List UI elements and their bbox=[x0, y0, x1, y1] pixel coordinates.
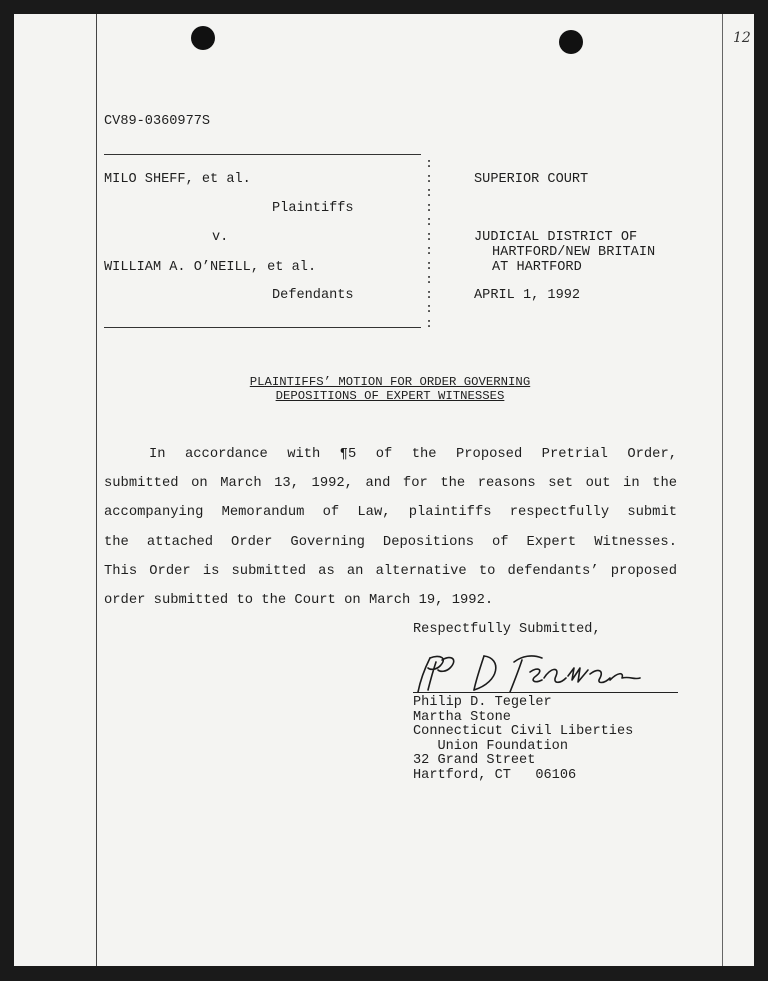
signer-name: Philip D. Tegeler bbox=[413, 695, 552, 710]
city-state-zip: Hartford, CT 06106 bbox=[413, 768, 577, 783]
caption-colon: : bbox=[425, 170, 433, 186]
motion-title-line-1: PLAINTIFFS’ MOTION FOR ORDER GOVERNING bbox=[249, 375, 531, 389]
organization-line-2: Union Foundation bbox=[413, 739, 568, 754]
district-line-2: HARTFORD/NEW BRITAIN bbox=[492, 245, 656, 260]
body-line-1: In accordance with ¶5 of the Proposed Pretrial Order, bbox=[149, 447, 677, 462]
caption-colon: : bbox=[425, 243, 433, 258]
caption-colon: : bbox=[425, 286, 433, 302]
versus: v. bbox=[212, 230, 229, 245]
body-line-4: the attached Order Governing Depositions of Expert Witnesses. bbox=[104, 535, 677, 550]
punch-hole-left bbox=[191, 26, 215, 50]
court-name: SUPERIOR COURT bbox=[474, 172, 589, 187]
organization-line-1: Connecticut Civil Liberties bbox=[413, 724, 634, 739]
caption-colon: : bbox=[425, 257, 433, 273]
caption-colon: : bbox=[425, 199, 433, 215]
body-line-3: accompanying Memorandum of Law, plaintiffs respectfully submit bbox=[104, 505, 677, 520]
body-line-2: submitted on March 13, 1992, and for the reasons set out in the bbox=[104, 476, 677, 491]
caption-colon: : bbox=[425, 214, 433, 229]
right-margin-line bbox=[722, 14, 723, 966]
caption-top-rule bbox=[104, 154, 421, 155]
motion-title-line-2: DEPOSITIONS OF EXPERT WITNESSES bbox=[275, 389, 505, 403]
body-line-6: order submitted to the Court on March 19, 1992. bbox=[104, 593, 494, 608]
punch-hole-right bbox=[559, 30, 583, 54]
plaintiff-name: MILO SHEFF, et al. bbox=[104, 172, 251, 187]
case-number: CV89-0360977S bbox=[104, 114, 211, 129]
caption-colon: : bbox=[425, 156, 433, 171]
district-line-1: JUDICIAL DISTRICT OF bbox=[474, 230, 638, 245]
caption-colon: : bbox=[425, 301, 433, 316]
handwritten-signature bbox=[410, 648, 680, 696]
caption-colon: : bbox=[425, 185, 433, 200]
signature-line bbox=[413, 692, 678, 693]
page-mark: 12 bbox=[733, 30, 751, 46]
caption-colon: : bbox=[425, 228, 433, 244]
filing-date: APRIL 1, 1992 bbox=[474, 288, 581, 303]
left-margin-line bbox=[96, 14, 97, 966]
closing: Respectfully Submitted, bbox=[413, 622, 601, 637]
co-signer-name: Martha Stone bbox=[413, 710, 511, 725]
caption-colon: : bbox=[425, 272, 433, 287]
defendant-name: WILLIAM A. O’NEILL, et al. bbox=[104, 260, 317, 275]
defendant-role: Defendants bbox=[272, 288, 354, 303]
street-address: 32 Grand Street bbox=[413, 753, 536, 768]
body-line-5: This Order is submitted as an alternative to defendants’ proposed bbox=[104, 564, 677, 579]
plaintiff-role: Plaintiffs bbox=[272, 201, 354, 216]
caption-colon: : bbox=[425, 315, 433, 331]
district-line-3: AT HARTFORD bbox=[492, 260, 582, 275]
caption-bottom-rule bbox=[104, 327, 421, 328]
